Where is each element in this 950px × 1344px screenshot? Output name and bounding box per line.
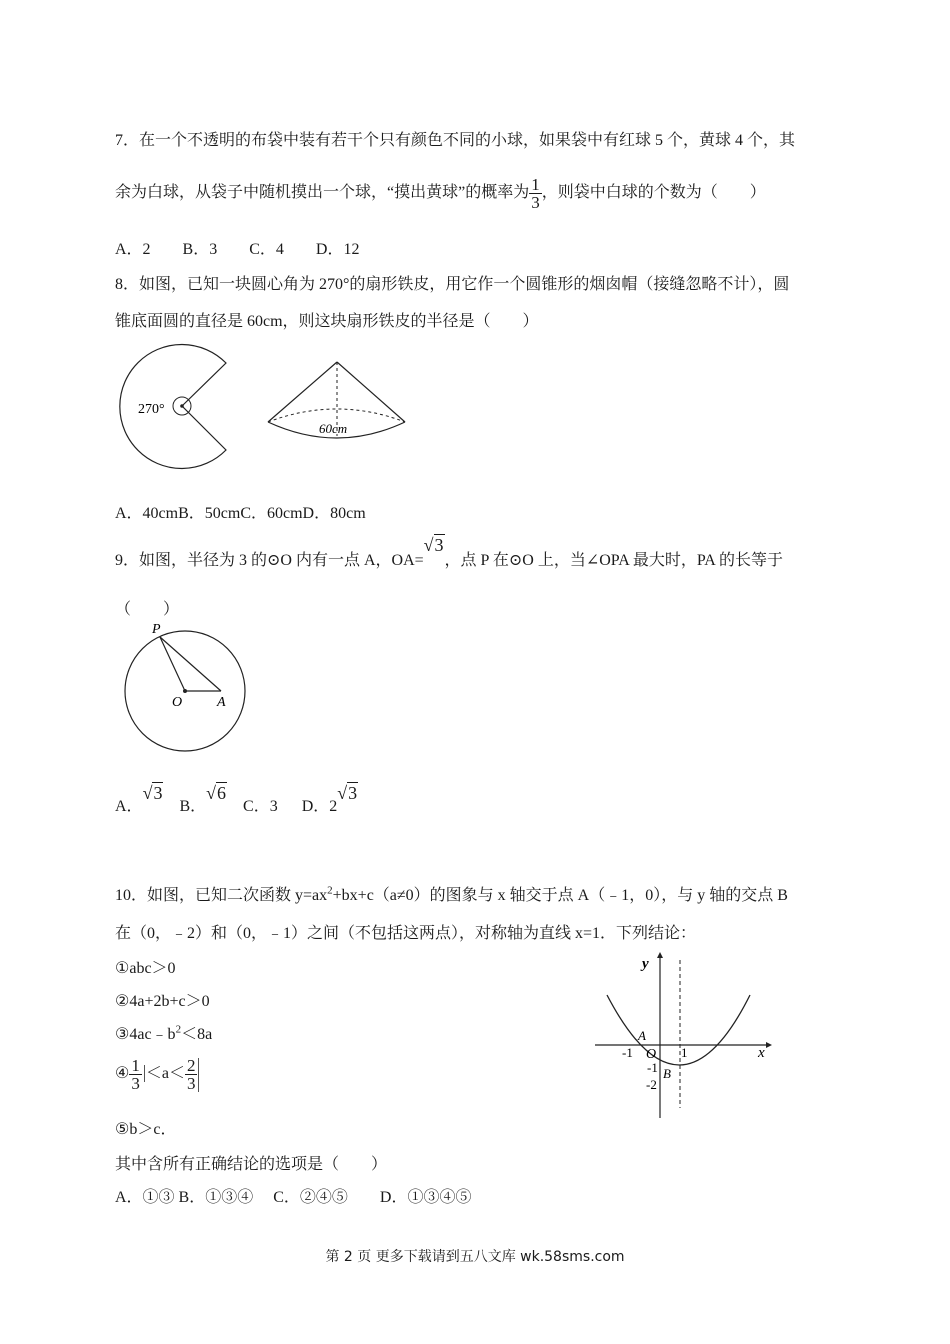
label-neg2-y: -2 [646,1077,657,1092]
q7-frac-num: 1 [531,175,540,194]
cone-right-edge [337,362,405,422]
q7-frac-den: 3 [531,193,540,212]
point-o [183,689,187,693]
label-o: O [646,1047,657,1062]
q10-line1 [115,882,788,905]
label-neg1-x: -1 [622,1045,633,1060]
q7-options: A．2 B．3 C．4 D．12 [115,241,360,258]
q9-opt-b: B． [179,798,207,815]
q9-line1-text: 9．如图，半径为 3 的⊙O 内有一点 A，OA= [115,552,424,569]
q9-opt-a-radicand: 3 [153,783,163,803]
sector-angle-label: 270° [138,402,165,417]
q10-item4-bar [198,1058,199,1092]
q10-line1-tail: +bx+c（a≠0）的图象与 x 轴交于点 A（﹣1，0），与 y 轴的交点 B [332,887,788,904]
q9-opt-b-sqrt: √6 [206,783,227,803]
q10-line2: 在（0，﹣2）和（0，﹣1）之间（不包括这两点），对称轴为直线 x=1．下列结论： [115,925,697,942]
q9-opt-c: C．3 [243,798,278,815]
q9-options [115,785,358,827]
q8-line1: 8．如图，已知一块圆心角为 270°的扇形铁皮，用它作一个圆锥形的烟囱帽（接缝忽略不计），圆 [115,276,790,293]
q10-item3-tail: ＜8a [181,1026,213,1043]
q10-prompt: 其中含所有正确结论的选项是（ ） [115,1156,388,1173]
q7-line1: 7．在一个不透明的布袋中装有若干个只有颜色不同的小球，如果袋中有红球 5 个，黄球 4 个，其 [115,132,796,149]
q9-sqrt-radicand: 3 [434,535,444,555]
label-neg1-y: -1 [647,1060,658,1075]
q10-item1: ①abc＞0 [115,960,176,977]
q9-opt-a: A． [115,798,143,815]
q9-line1 [115,535,783,570]
label-p: P [152,622,161,637]
q9-opt-b-radicand: 6 [217,783,227,803]
label-y: y [642,956,649,972]
q10-item4-frac2 [185,1057,198,1092]
label-a: A [217,695,226,710]
q9-sqrt: √3 [423,535,444,555]
sector-center [180,404,184,408]
q10-item5: ⑤b＞c． [115,1121,177,1138]
q8-line2: 锥底面圆的直径是 60cm，则这块扇形铁皮的半径是（ ） [115,313,539,330]
q10-item3 [115,1021,212,1044]
label-x: x [758,1045,765,1061]
label-b: B [663,1066,671,1081]
label-a: A [638,1028,646,1043]
q9-opt-d-sqrt: √3 [337,783,358,803]
q10-item4-frac1 [129,1057,142,1092]
q10-options: A．①③ B．①③④ C．②④⑤ D．①③④⑤ [115,1189,472,1206]
q7-line2 [115,176,766,211]
q7-fraction [529,176,542,211]
x-axis-arrow [766,1042,772,1048]
q9-line2: （ ） [115,601,180,618]
q10-item4-frac2-den: 3 [186,1074,196,1093]
segment-pa [160,637,221,691]
q8-options: A．40cmB．50cmC．60cmD．80cm [115,505,366,522]
q10-item4-frac2-num: 2 [186,1056,196,1075]
segment-po [160,637,185,691]
q10-item4-frac1-num: 1 [131,1056,140,1075]
label-o: O [172,695,183,710]
q9-figure [120,620,260,760]
q8-figure [112,338,412,478]
q10-graph [590,950,780,1125]
q9-line1-tail: ，点 P 在⊙O 上，当∠OPA 最大时，PA 的长等于 [444,552,783,569]
q9-opt-d: D．2 [301,798,338,815]
y-axis-arrow [657,952,663,958]
q10-line1-text: 10．如图，已知二次函数 y=ax [115,887,328,904]
label-1-x: 1 [681,1045,688,1060]
q10-item4-prefix: ④ [115,1065,130,1083]
q9-opt-a-sqrt: √3 [142,783,163,803]
q9-opt-d-radicand: 3 [348,783,358,803]
cone-left-edge [268,362,337,422]
q10-item2: ②4a+2b+c＞0 [115,993,210,1010]
q10-item4-mid: ＜a＜ [145,1065,185,1083]
q7-line2-tail: ，则袋中白球的个数为（ ） [541,184,766,202]
q10-item4-frac1-den: 3 [131,1074,140,1093]
q10-item4 [115,1057,199,1092]
q10-item3-sup: 2 [175,1023,182,1036]
q7-line2-text: 余为白球，从袋子中随机摸出一个球，“摸出黄球”的概率为 [115,184,530,202]
cone-diameter-label: 60cm [319,421,348,436]
q10-sup: 2 [327,884,333,897]
page-footer: 第 2 页 更多下载请到五八文库 wk.58sms.com [325,1249,625,1265]
q10-item3-text: ③4ac﹣b [115,1026,176,1043]
